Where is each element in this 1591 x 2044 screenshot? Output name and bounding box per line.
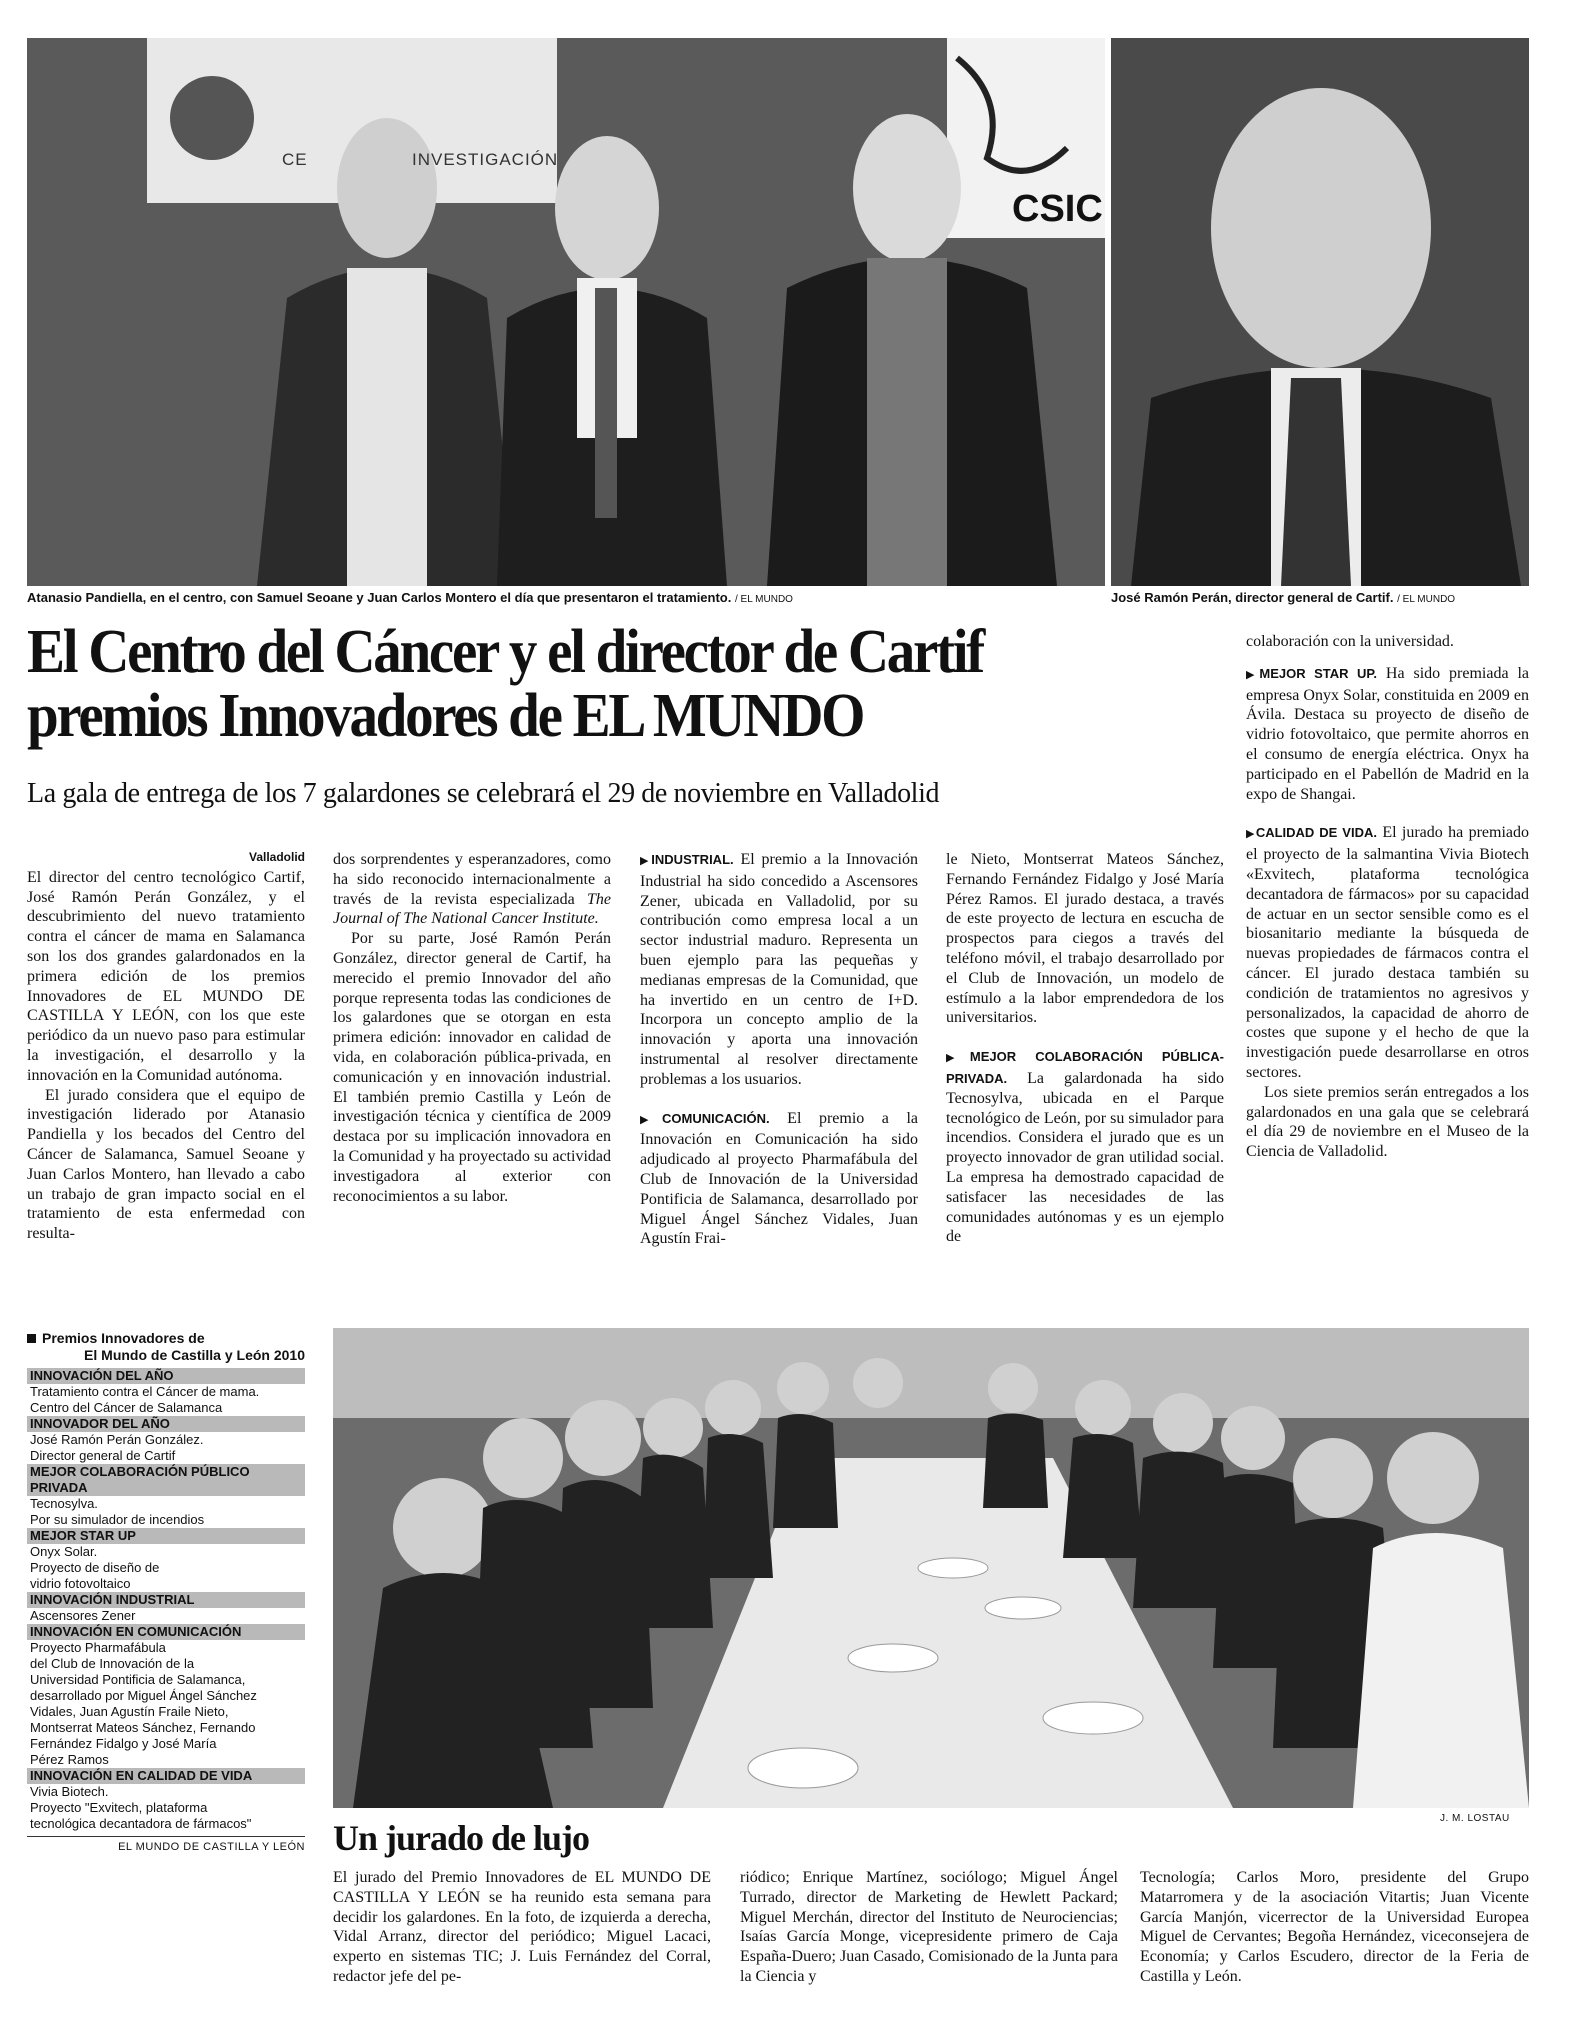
article-column-1 bbox=[27, 848, 305, 1244]
photo-credit: / EL MUNDO bbox=[1397, 594, 1456, 605]
paragraph-text: El premio a la Innovación Industrial ha sido concedido a Ascensores Zener, ubicada en Valladolid, por su contribución como empresa local a un sector industrial maduro. Representa un buen ejemplo para las pequeñas y medianas empresas de la Comunidad, que ha invertido en un centro de I+D. Incorpora un concepto amplio de la innovación y aporta una innovación instrumental al resolver directamente problemas a los usuarios. bbox=[640, 851, 918, 1088]
headline-line-2: premios Innovadores de EL MUNDO bbox=[27, 682, 864, 750]
paragraph-text: La galardonada ha sido Tecnosylva, ubicada en el Parque tecnológico de León, por su simulador para incendios. Considera el jurado que es un proyecto innovador de gran utilidad social. La empresa ha demostrado capacidad de satisfacer las necesidades de las comunidades autónomas y es un ejemplo de bbox=[946, 1069, 1224, 1246]
jury-column-1: El jurado del Premio Innovadores de EL MUNDO DE CASTILLA Y LEÓN se ha reunido esta semana para decidir los galardones. En la foto, de izquierda a derecha, Vidal Arranz, director del periódico; Miguel Lacaci, experto en sistemas TIC; J. Luis Fernández del Corral, redactor jefe del pe- bbox=[333, 1869, 711, 1985]
sidebar-category-heading: INNOVADOR DEL AÑO bbox=[27, 1416, 305, 1432]
paragraph: El director del centro tecnológico Cartif, José Ramón Perán González, y el descubrimiento del nuevo tratamiento contra el cáncer de mama en Salamanca son los dos grandes galardonados en la primera edición de los premios Innovadores de EL MUNDO DE CASTILLA Y LEÓN, con los que este periódico da un nuevo paso para estimular la investigación, el desarrollo y la innovación en la Comunidad autónoma. bbox=[27, 868, 305, 1084]
sidebar-category-heading: INNOVACIÓN INDUSTRIAL bbox=[27, 1592, 305, 1608]
sidebar-title-line: El Mundo de Castilla y León 2010 bbox=[84, 1347, 305, 1363]
sidebar-category-line: Tecnosylva. bbox=[30, 1496, 98, 1511]
caption-text: José Ramón Perán, director general de Cartif. bbox=[1111, 590, 1394, 605]
sidebar-category-line: Fernández Fidalgo y José María bbox=[30, 1736, 217, 1751]
paragraph-text: dos sorprendentes y esperanzadores, como ha sido reconocido internacionalmente a través de la revista especializada bbox=[333, 851, 611, 908]
award-paragraph-startup bbox=[1246, 664, 1529, 805]
sidebar-category-line: Ascensores Zener bbox=[30, 1608, 136, 1623]
sidebar-category-line: Por su simulador de incendios bbox=[30, 1512, 205, 1527]
sidebar-category-heading: INNOVACIÓN EN CALIDAD DE VIDA bbox=[27, 1768, 305, 1784]
photo-credit-jury: J. M. LOSTAU bbox=[1440, 1813, 1510, 1824]
journal-name: The Journal of The National Cancer Institute. bbox=[333, 890, 611, 928]
sidebar-category-line: desarrollado por Miguel Ángel Sánchez bbox=[30, 1688, 257, 1703]
jury-column-2: riódico; Enrique Martínez, sociólogo; Miguel Ángel Turrado, director de Marketing de Hewlett Packard; Miguel Merchán, director del Instituto de Neurociencias; Isaías García Monge, vicepresidente primero de Caja España-Duero; Juan Casado, Comisionado de la Junta para la Ciencia y bbox=[740, 1869, 1118, 1985]
paragraph: Los siete premios serán entregados a los galardonados en una gala que se celebrará el día 29 de noviembre en el Museo de la Ciencia de Valladolid. bbox=[1246, 1083, 1529, 1161]
sidebar-category-line: Director general de Cartif bbox=[30, 1448, 176, 1463]
sidebar-category-line: Vidales, Juan Agustín Fraile Nieto, bbox=[30, 1704, 229, 1719]
award-lead: MEJOR STAR UP. bbox=[1259, 665, 1378, 681]
sidebar-title-line: Premios Innovadores de bbox=[42, 1330, 205, 1346]
sidebar-category-line: Proyecto de diseño de bbox=[30, 1560, 160, 1575]
award-lead: COMUNICACIÓN. bbox=[662, 1110, 770, 1126]
sidebar-categories bbox=[27, 1368, 305, 1832]
subheadline: La gala de entrega de los 7 galardones se celebrará el 29 de noviembre en Valladolid bbox=[27, 778, 940, 809]
sidebar-category-line: tecnológica decantadora de fármacos" bbox=[30, 1816, 252, 1831]
photo-jury bbox=[333, 1328, 1529, 1808]
sidebar-title bbox=[27, 1330, 305, 1364]
csic-logo-text: CSIC bbox=[1012, 188, 1103, 230]
award-paragraph-calidad bbox=[1246, 823, 1529, 1082]
sign-text: INVESTIGACIÓN bbox=[412, 150, 559, 169]
award-paragraph-industrial bbox=[640, 850, 918, 1090]
sidebar-category-line: del Club de Innovación de la bbox=[30, 1656, 195, 1671]
sidebar-category-heading: INNOVACIÓN DEL AÑO bbox=[27, 1368, 305, 1384]
arrow-right-icon: ▶ bbox=[640, 855, 652, 867]
awards-sidebar bbox=[27, 1330, 305, 1855]
sidebar-category-line: Universidad Pontificia de Salamanca, bbox=[30, 1672, 246, 1687]
sign-prefix-text: CE bbox=[282, 150, 308, 169]
caption-text: Atanasio Pandiella, en el centro, con Samuel Seoane y Juan Carlos Montero el día que presentaron el tratamiento. bbox=[27, 590, 732, 605]
sidebar-category-heading: MEJOR STAR UP bbox=[27, 1528, 305, 1544]
dateline: Valladolid bbox=[248, 850, 305, 864]
photo-caption-right bbox=[1111, 590, 1455, 608]
headline-line-1: El Centro del Cáncer y el director de Cartif bbox=[27, 618, 983, 686]
headline bbox=[27, 620, 983, 748]
photo-credit: / EL MUNDO bbox=[734, 594, 793, 605]
article-column-5 bbox=[1246, 632, 1529, 1162]
sidebar-category-heading: MEJOR COLABORACIÓN PÚBLICO PRIVADA bbox=[27, 1464, 305, 1496]
arrow-right-icon: ▶ bbox=[1246, 668, 1260, 681]
article-column-2 bbox=[333, 850, 611, 1206]
paragraph bbox=[333, 850, 611, 929]
arrow-right-icon: ▶ bbox=[946, 1052, 970, 1065]
paragraph: le Nieto, Montserrat Mateos Sánchez, Fernando Fernández Fidalgo y José María Pérez Ramos. El jurado destaca, a través de este proyecto de lectura en escucha de prospectos para ciegos a través del teléfono móvil, el trabajo desarrollado por el Club de Innovación, un modelo de estímulo a la labor emprendedora de los universitarios. bbox=[946, 851, 1224, 1027]
paragraph: El jurado considera que el equipo de investigación liderado por Atanasio Pandiella y los becados del Centro del Cáncer de Salamanca, Samuel Seoane y Juan Carlos Montero, han llevado a cabo un trabajo de gran impacto social en el tratamiento de esta enfermedad con resulta- bbox=[27, 1086, 305, 1243]
award-lead: INDUSTRIAL. bbox=[651, 852, 734, 867]
paragraph: colaboración con la universidad. bbox=[1246, 633, 1454, 650]
sidebar-category-line: vidrio fotovoltaico bbox=[30, 1576, 131, 1591]
award-paragraph-comunicacion bbox=[640, 1109, 918, 1250]
arrow-right-icon: ▶ bbox=[1246, 828, 1256, 841]
award-paragraph-colaboracion bbox=[946, 1047, 1224, 1247]
photo-peran bbox=[1111, 38, 1529, 586]
jury-title: Un jurado de lujo bbox=[333, 1818, 590, 1858]
photo-researchers bbox=[27, 38, 1105, 586]
sidebar-category-line: Pérez Ramos bbox=[30, 1752, 109, 1767]
sidebar-category-line: José Ramón Perán González. bbox=[30, 1432, 204, 1447]
photo-caption-left bbox=[27, 590, 793, 608]
award-lead: CALIDAD DE VIDA. bbox=[1255, 825, 1377, 841]
article-column-4 bbox=[946, 850, 1224, 1247]
sidebar-category-line: Tratamiento contra el Cáncer de mama. bbox=[30, 1384, 260, 1399]
sidebar-category-line: Montserrat Mateos Sánchez, Fernando bbox=[30, 1720, 256, 1735]
arrow-right-icon: ▶ bbox=[640, 1113, 663, 1126]
paragraph: Por su parte, José Ramón Perán González, director general de Cartif, ha merecido el premio Innovador del año porque representa todas las condiciones de los galardones que se otorgan en esta primera edición: innovador en calidad de vida, en colaboración pública-privada, en comunicación y en innovación industrial. El también premio Castilla y León de investigación técnica y científica de 2009 destaca por su implicación innovadora en la Comunidad y ha proyectado su actividad investigadora al exterior con reconocimientos a su labor. bbox=[333, 930, 611, 1205]
sidebar-category-line: Proyecto Pharmafábula bbox=[30, 1640, 166, 1655]
paragraph-text: El jurado ha premiado el proyecto de la salmantina Vivia Biotech «Exvitech, plataforma tecnológica decantadora de fármacos» por su capacidad de actuar en un sector sensible como es el biosanitario mediante la búsqueda de nuevas propiedades de fármacos contra el cáncer. El jurado destaca también su condición de tratamientos no agresivos y personalizados, la capacidad de ahorro de costes que supone y el hecho de que la investigación puede desarrollarse en otros sectores. bbox=[1246, 824, 1529, 1081]
sidebar-category-line: Centro del Cáncer de Salamanca bbox=[30, 1400, 223, 1415]
paragraph-text: El premio a la Innovación en Comunicación ha sido adjudicado al proyecto Pharmafábula del Club de Innovación de la Universidad Pontificia de Salamanca, desarrollado por Miguel Ángel Sánchez Vidales, Juan Agustín Frai- bbox=[640, 1109, 918, 1248]
sidebar-category-heading: INNOVACIÓN EN COMUNICACIÓN bbox=[27, 1624, 305, 1640]
sidebar-category-line: Proyecto "Exvitech, plataforma bbox=[30, 1800, 208, 1815]
award-lead: MEJOR COLABORACIÓN PÚBLICA-PRIVADA. bbox=[946, 1049, 1224, 1086]
article-column-3 bbox=[640, 850, 918, 1249]
square-bullet-icon bbox=[27, 1334, 36, 1343]
sidebar-category-line: Vivia Biotech. bbox=[30, 1784, 109, 1799]
paragraph-text: Ha sido premiada la empresa Onyx Solar, constituida en 2009 en Ávila. Destaca su proyecto de diseño de vidrio fotovoltaico, que permite ahorros en el consumo de energía eléctrica. Onyx ha participado en el Pabellón de Madrid en la expo de Shangai. bbox=[1246, 664, 1530, 803]
sidebar-category-line: Onyx Solar. bbox=[30, 1544, 98, 1559]
jury-column-3: Tecnología; Carlos Moro, presidente del Grupo Matarromera y de la asociación Vitartis; Juan Vicente García Manjón, vicerrector de la Universidad Europea Miguel de Cervantes; Begoña Hernández, viceconsejera de Economía; y Carlos Escudero, director de la Feria de Castilla y León. bbox=[1140, 1869, 1529, 1985]
sidebar-footer: EL MUNDO DE CASTILLA Y LEÓN bbox=[27, 1836, 305, 1855]
